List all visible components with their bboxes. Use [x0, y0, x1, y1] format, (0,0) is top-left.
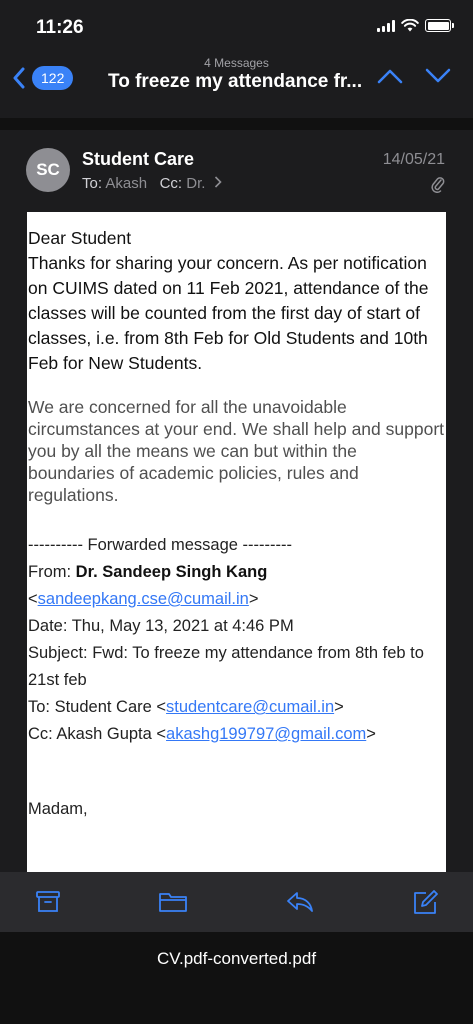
status-icons	[377, 19, 451, 32]
archive-icon[interactable]	[35, 890, 61, 914]
chevron-right-icon	[214, 176, 222, 188]
attachment-name[interactable]: CV.pdf-converted.pdf	[156, 949, 317, 968]
forwarded-header: ---------- Forwarded message ---------	[28, 536, 292, 554]
forwarded-from-email: <sandeepkang.cse@cumail.in>	[28, 590, 259, 608]
thread-title: To freeze my attendance fr...	[108, 71, 363, 92]
to-label: To:	[82, 175, 103, 192]
status-bar	[0, 0, 473, 52]
body-greeting: Dear Student	[28, 228, 132, 248]
from-email-link[interactable]: sandeepkang.cse@cumail.in	[37, 590, 249, 608]
email-body	[27, 212, 446, 874]
chevron-down-icon[interactable]	[425, 68, 451, 84]
folder-icon[interactable]	[158, 890, 188, 914]
message-date: 14/05/21	[382, 151, 445, 168]
message-nav-arrows	[377, 68, 451, 84]
reply-icon[interactable]	[285, 890, 315, 914]
body-paragraph-1: Thanks for sharing your concern. As per notification on CUIMS dated on 11 Feb 2021, attendance of the classes will be counted from the first day of start of classes, i.e. from 8th Feb for Old Students and 10th Feb for New Students.	[28, 253, 429, 373]
bottom-toolbar	[0, 872, 473, 932]
paperclip-icon	[431, 175, 445, 193]
sender-name: Student Care	[82, 149, 195, 169]
compose-icon[interactable]	[412, 890, 438, 916]
cc-label: Cc:	[159, 175, 183, 192]
to-email-link[interactable]: studentcare@cumail.in	[166, 698, 335, 716]
status-time: 11:26	[36, 17, 84, 38]
attachment-bar[interactable]	[0, 932, 473, 1024]
forwarded-from-name: Dr. Sandeep Singh Kang	[75, 563, 268, 581]
chevron-left-icon	[12, 67, 26, 89]
nav-bar	[0, 52, 473, 114]
body-paragraph-2: We are concerned for all the unavoidable circumstances at your end. We shall help and support you by all the means we can but within the boundaries of academic policies, rules and regulations.	[28, 397, 445, 505]
cc-recipient: Dr.	[186, 175, 206, 192]
thread-message-count: 4 Messages	[204, 56, 269, 70]
forwarded-cc: Cc: Akash Gupta <akashg199797@gmail.com>	[28, 725, 376, 743]
cellular-signal-icon	[377, 19, 395, 32]
battery-icon	[425, 19, 451, 32]
header-divider	[0, 118, 473, 130]
recipients-line[interactable]	[82, 175, 222, 192]
forwarded-greeting: Madam,	[28, 800, 88, 818]
unread-count-badge: 122	[32, 66, 73, 90]
cc-email-link[interactable]: akashg199797@gmail.com	[166, 725, 367, 743]
forwarded-subject: Subject: Fwd: To freeze my attendance from 8th feb to 21st feb	[28, 644, 424, 689]
message-header[interactable]	[0, 130, 473, 206]
to-recipient: Akash	[105, 175, 148, 192]
forwarded-date: Date: Thu, May 13, 2021 at 4:46 PM	[28, 617, 294, 635]
forwarded-block	[28, 532, 446, 748]
forwarded-from: From: Dr. Sandeep Singh Kang	[28, 563, 268, 581]
chevron-up-icon[interactable]	[377, 68, 403, 84]
forwarded-to: To: Student Care <studentcare@cumail.in>	[28, 698, 344, 716]
back-button[interactable]	[12, 66, 73, 90]
avatar: SC	[26, 148, 70, 192]
wifi-icon	[401, 19, 419, 32]
